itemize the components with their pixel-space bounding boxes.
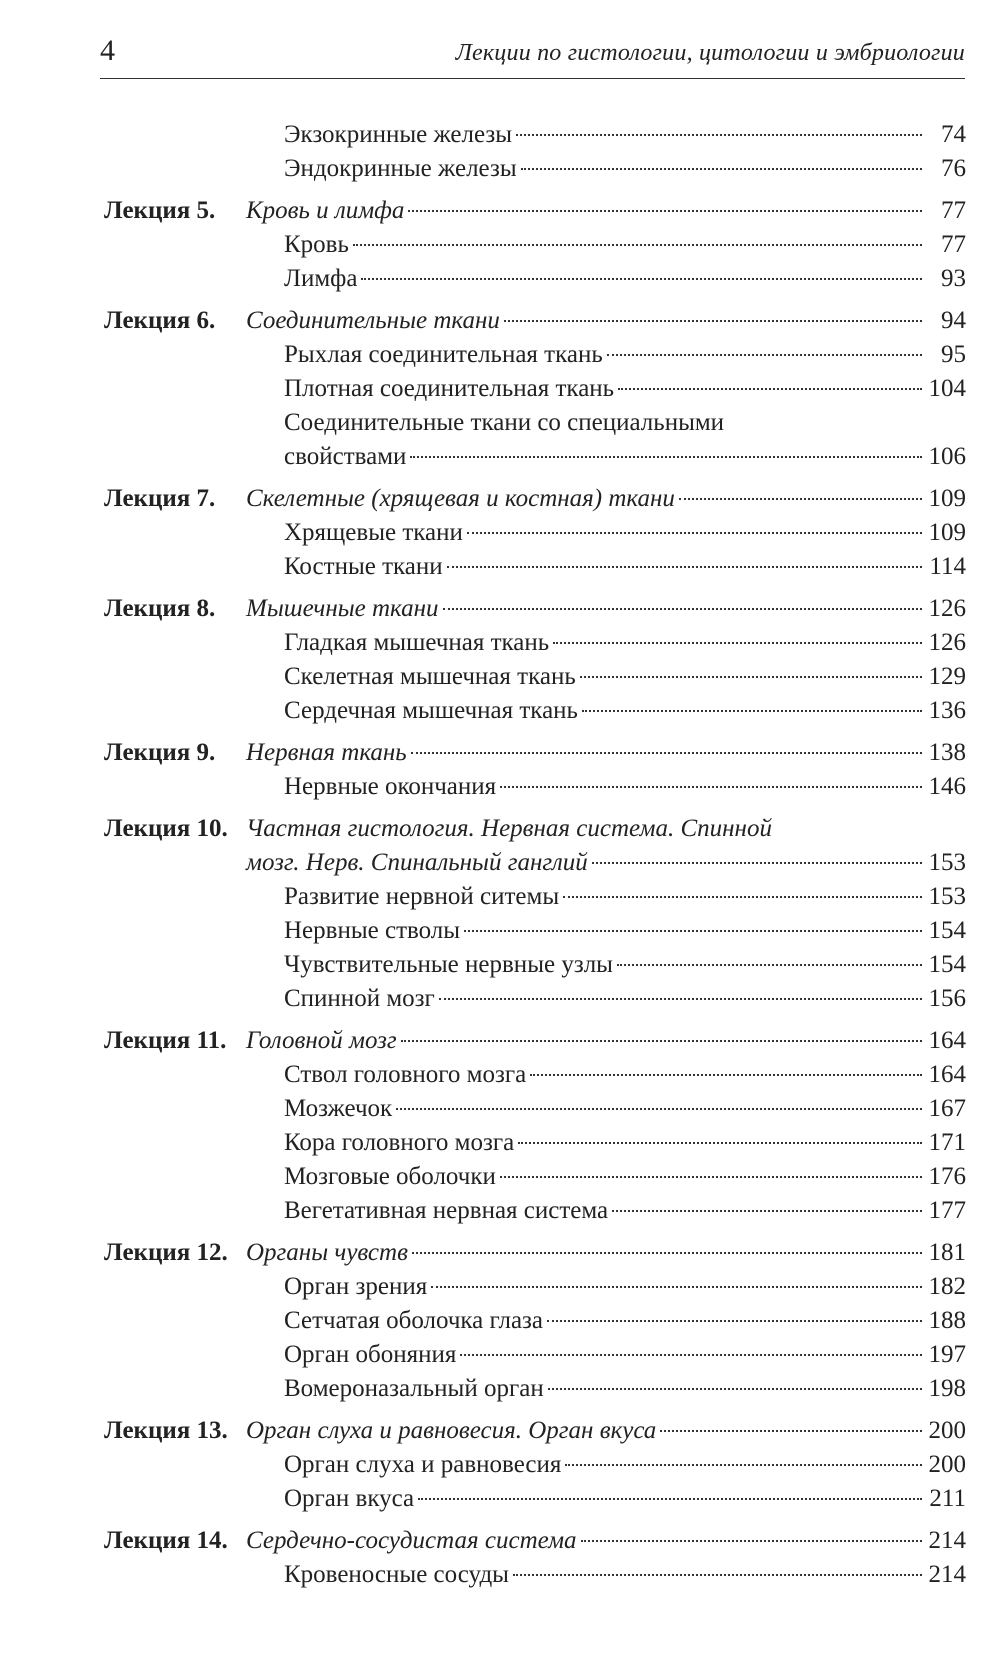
toc-subitem[interactable] — [104, 1092, 966, 1126]
toc-page-number: 198 — [928, 1375, 966, 1402]
dot-leader — [412, 1252, 922, 1254]
toc-page-number: 95 — [941, 341, 966, 368]
dot-leader — [500, 1176, 922, 1178]
toc-subitem-title: Вомероназальный орган — [284, 1375, 544, 1402]
toc-subitem[interactable] — [104, 516, 966, 550]
lecture-title: Частная гистология. Нервная система. Спинной — [246, 815, 772, 842]
toc-subitem[interactable] — [104, 152, 966, 186]
toc-page-number: 154 — [928, 917, 966, 944]
toc-subitem-title: Орган зрения — [284, 1273, 428, 1300]
toc-subitem-title: Кровеносные сосуды — [284, 1561, 509, 1588]
toc-subitem-title: Нервные окончания — [284, 773, 497, 800]
dot-leader — [592, 862, 922, 864]
dot-leader — [443, 608, 922, 610]
toc-page-number: 153 — [928, 849, 966, 876]
toc-subitem-title: Вегетативная нервная система — [284, 1197, 609, 1224]
toc-subitem[interactable] — [104, 660, 966, 694]
toc-page-number: 211 — [929, 1485, 966, 1512]
lecture-title: Соединительные ткани — [246, 307, 500, 334]
dot-leader — [582, 710, 922, 712]
toc-page-number: 126 — [928, 629, 966, 656]
toc-lecture-7[interactable] — [104, 482, 966, 516]
toc-page-number: 176 — [928, 1163, 966, 1190]
toc-subitem-title: свойствами — [284, 443, 407, 470]
toc-subitem[interactable] — [104, 1160, 966, 1194]
toc-page-number: 138 — [928, 739, 966, 766]
toc-page-number: 182 — [928, 1273, 966, 1300]
toc-page-number: 76 — [941, 155, 966, 182]
dot-leader — [581, 1540, 922, 1542]
toc-subitem[interactable] — [104, 1558, 966, 1592]
toc-subitem[interactable] — [104, 262, 966, 296]
toc-subitem-title: Костные ткани — [284, 553, 443, 580]
toc-lecture-13[interactable] — [104, 1414, 966, 1448]
lecture-title: Сердечно-сосудистая система — [246, 1527, 577, 1554]
toc-page-number: 181 — [928, 1239, 966, 1266]
dot-leader — [464, 930, 922, 932]
toc-subitem-title: Орган обоняния — [284, 1341, 457, 1368]
toc-subitem[interactable] — [104, 914, 966, 948]
dot-leader — [361, 278, 922, 280]
page-number: 4 — [100, 34, 115, 67]
toc-page-number: 109 — [928, 485, 966, 512]
toc-subitem-title: Кровь — [284, 231, 349, 258]
toc-subitem[interactable] — [104, 626, 966, 660]
dot-leader — [547, 1320, 922, 1322]
toc-page-number: 77 — [941, 197, 966, 224]
dot-leader — [580, 676, 922, 678]
dot-leader — [500, 786, 922, 788]
lecture-label: Лекция 8. — [104, 595, 216, 622]
toc-page-number: 106 — [928, 443, 966, 470]
dot-leader — [504, 320, 922, 322]
toc-subitem[interactable] — [104, 1448, 966, 1482]
toc-subitem[interactable] — [104, 1194, 966, 1228]
toc-lecture-10-cont[interactable] — [104, 846, 966, 880]
toc-subitem-title-line[interactable]: Соединительные ткани со специальными — [284, 409, 725, 436]
dot-leader — [408, 210, 922, 212]
toc-page-number: 188 — [928, 1307, 966, 1334]
dot-leader — [467, 532, 922, 534]
running-title: Лекции по гистологии, цитологии и эмбриологии — [455, 40, 965, 66]
lecture-label: Лекция 11. — [104, 1027, 227, 1054]
lecture-title: Мышечные ткани — [246, 595, 439, 622]
toc-subitem-title: Лимфа — [284, 265, 358, 292]
dot-leader — [617, 964, 922, 966]
toc-subitem[interactable] — [104, 1270, 966, 1304]
toc-subitem[interactable] — [104, 1338, 966, 1372]
toc-subitem-title: Сердечная мышечная ткань — [284, 697, 578, 724]
toc-subitem[interactable] — [104, 1304, 966, 1338]
toc-lecture-12[interactable] — [104, 1236, 966, 1270]
toc-subitem-title: Развитие нервной ситемы — [284, 883, 560, 910]
toc-subitem[interactable] — [104, 440, 966, 474]
toc-page-number: 94 — [941, 307, 966, 334]
lecture-title: Органы чувств — [246, 1239, 408, 1266]
page-header — [100, 30, 965, 79]
toc-subitem-title: Спинной мозг — [284, 985, 435, 1012]
lecture-title: Головной мозг — [246, 1027, 397, 1054]
toc-subitem[interactable] — [104, 880, 966, 914]
dot-leader — [548, 1388, 922, 1390]
toc-subitem-title: Экзокринные железы — [284, 121, 513, 148]
toc-subitem-title: Кора головного мозга — [284, 1129, 515, 1156]
toc-subitem[interactable] — [104, 338, 966, 372]
dot-leader — [530, 1074, 922, 1076]
dot-leader — [513, 1574, 922, 1576]
toc-page-number: 171 — [928, 1129, 966, 1156]
toc-page-number: 93 — [941, 265, 966, 292]
toc-subitem-title: Мозговые оболочки — [284, 1163, 496, 1190]
dot-leader — [607, 354, 922, 356]
dot-leader — [460, 1354, 922, 1356]
dot-leader — [353, 244, 922, 246]
toc-subitem[interactable] — [104, 948, 966, 982]
dot-leader — [439, 998, 922, 1000]
toc-subitem-title: Орган вкуса — [284, 1485, 415, 1512]
dot-leader — [565, 1464, 922, 1466]
table-of-contents — [104, 118, 966, 1592]
dot-leader — [660, 1430, 922, 1432]
toc-page-number: 153 — [928, 883, 966, 910]
toc-page-number: 136 — [928, 697, 966, 724]
toc-subitem-title: Нервные стволы — [284, 917, 461, 944]
lecture-label: Лекция 9. — [104, 739, 216, 766]
lecture-label: Лекция 13. — [104, 1417, 228, 1444]
lecture-title: Нервная ткань — [246, 739, 407, 766]
dot-leader — [679, 498, 922, 500]
toc-subitem[interactable] — [104, 1482, 966, 1516]
lecture-label: Лекция 12. — [104, 1239, 228, 1266]
lecture-label: Лекция 7. — [104, 485, 216, 512]
toc-lecture-10[interactable] — [104, 812, 966, 846]
toc-lecture-6[interactable] — [104, 304, 966, 338]
toc-subitem[interactable] — [104, 1126, 966, 1160]
dot-leader — [518, 1142, 922, 1144]
toc-page-number: 200 — [928, 1451, 966, 1478]
dot-leader — [396, 1108, 922, 1110]
toc-page-number: 74 — [941, 121, 966, 148]
toc-page-number: 114 — [929, 553, 966, 580]
toc-subitem-title: Хрящевые ткани — [284, 519, 463, 546]
toc-lecture-11[interactable] — [104, 1024, 966, 1058]
lecture-label: Лекция 14. — [104, 1527, 228, 1554]
toc-page-number: 109 — [928, 519, 966, 546]
toc-subitem-title: Скелетная мышечная ткань — [284, 663, 576, 690]
toc-subitem-title: Сетчатая оболочка глаза — [284, 1307, 544, 1334]
toc-subitem[interactable] — [104, 550, 966, 584]
toc-subitem-title: Орган слуха и равновесия — [284, 1451, 562, 1478]
dot-leader — [447, 566, 922, 568]
toc-page-number: 77 — [941, 231, 966, 258]
lecture-label: Лекция 10. — [104, 815, 228, 842]
lecture-title: Орган слуха и равновесия. Орган вкуса — [246, 1417, 657, 1444]
toc-subitem[interactable] — [104, 118, 966, 152]
dot-leader — [618, 388, 922, 390]
dot-leader — [431, 1286, 922, 1288]
toc-subitem[interactable] — [104, 694, 966, 728]
lecture-title: Скелетные (хрящевая и костная) ткани — [246, 485, 675, 512]
toc-lecture-5[interactable] — [104, 194, 966, 228]
toc-subitem-title: Чувствительные нервные узлы — [284, 951, 613, 978]
toc-page-number: 129 — [928, 663, 966, 690]
toc-subitem[interactable] — [104, 372, 966, 406]
lecture-label: Лекция 5. — [104, 197, 216, 224]
toc-subitem[interactable] — [104, 1058, 966, 1092]
dot-leader — [521, 168, 922, 170]
toc-page-number: 164 — [928, 1027, 966, 1054]
dot-leader — [410, 456, 922, 458]
toc-page-number: 197 — [928, 1341, 966, 1368]
dot-leader — [563, 896, 922, 898]
dot-leader — [418, 1498, 922, 1500]
toc-page-number: 146 — [928, 773, 966, 800]
toc-subitem[interactable] — [104, 982, 966, 1016]
toc-subitem-title: Рыхлая соединительная ткань — [284, 341, 603, 368]
dot-leader — [612, 1210, 922, 1212]
toc-subitem[interactable] — [104, 770, 966, 804]
toc-page-number: 104 — [928, 375, 966, 402]
toc-page-number: 156 — [928, 985, 966, 1012]
toc-subitem-title: Мозжечок — [284, 1095, 393, 1122]
toc-lecture-14[interactable] — [104, 1524, 966, 1558]
dot-leader — [553, 642, 922, 644]
toc-page-number: 154 — [928, 951, 966, 978]
dot-leader — [401, 1040, 922, 1042]
toc-subitem-title: Гладкая мышечная ткань — [284, 629, 550, 656]
toc-page-number: 167 — [928, 1095, 966, 1122]
dot-leader — [411, 752, 922, 754]
toc-lecture-8[interactable] — [104, 592, 966, 626]
toc-page-number: 164 — [928, 1061, 966, 1088]
toc-page-number: 200 — [928, 1417, 966, 1444]
toc-page-number: 177 — [928, 1197, 966, 1224]
lecture-title-cont: мозг. Нерв. Спинальный ганглий — [246, 849, 588, 876]
toc-lecture-9[interactable] — [104, 736, 966, 770]
toc-subitem-title: Плотная соединительная ткань — [284, 375, 615, 402]
toc-subitem[interactable] — [104, 1372, 966, 1406]
toc-subitem-title: Ствол головного мозга — [284, 1061, 527, 1088]
toc-page-number: 214 — [928, 1561, 966, 1588]
dot-leader — [516, 134, 922, 136]
lecture-label: Лекция 6. — [104, 307, 216, 334]
toc-subitem-title: Эндокринные железы — [284, 155, 517, 182]
toc-page-number: 126 — [928, 595, 966, 622]
toc-page-number: 214 — [928, 1527, 966, 1554]
lecture-title: Кровь и лимфа — [246, 197, 405, 224]
toc-subitem[interactable] — [104, 228, 966, 262]
